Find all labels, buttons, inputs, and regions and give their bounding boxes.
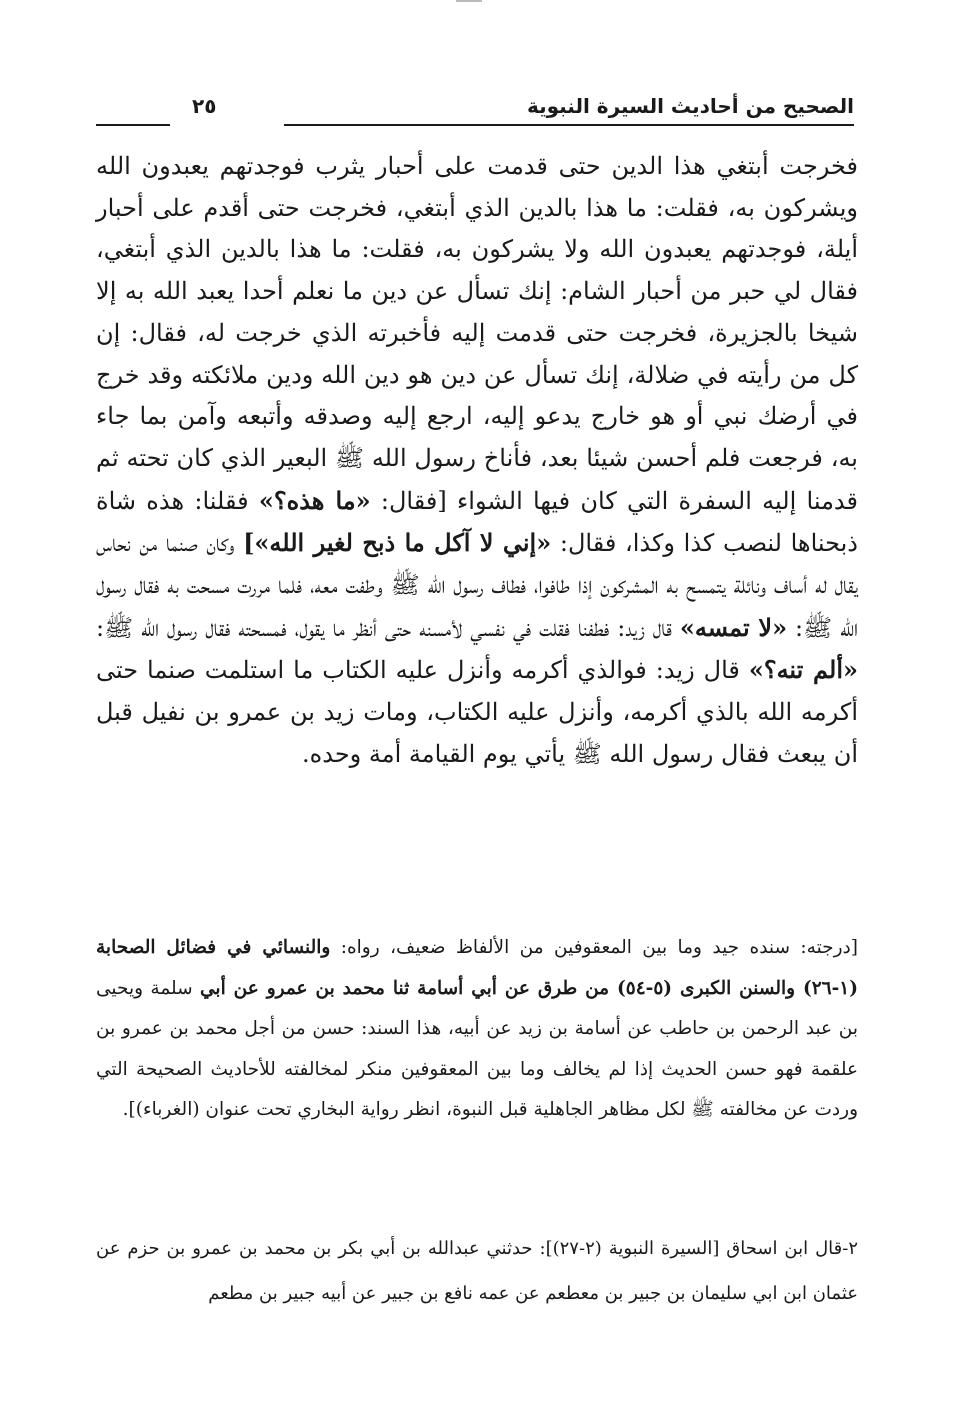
grading-text: سلمة ويحيى بن عبد الرحمن بن حاطب عن أسامة بن زيد عن أبيه، هذا السند: حسن من أجل محمد بن عمرو بن علقمة فهو حسن الحديث إذا لم يخالف وما بين المعقوفين منكر لمخالفته للأحاديث الصحيحة التي وردت عن مخالفته ﷺ لكل مظاهر الجاهلية قبل النبوة، انظر رواية البخاري تحت عنوان (الغرباء)]. — [96, 977, 858, 1121]
prophet-quote: «إني لا آكل ما ذبح لغير الله»] — [243, 528, 552, 558]
running-header — [96, 86, 854, 126]
book-title: الصحيح من أحاديث السيرة النبوية — [526, 94, 854, 118]
hadith-text-part: قال زيد: فوالذي أكرمه وأنزل عليه الكتاب ما استلمت صنما حتى أكرمه الله بالذي أكرمه، وأنزل عليه الكتاب، ومات زيد بن عمرو بن نفيل قبل أن يبعث فقال رسول الله ﷺ يأتي يوم القيامة أمة وحده. — [96, 656, 858, 768]
prophet-quote: «ألم تنه؟» — [748, 655, 858, 685]
header-rule-short — [96, 124, 170, 126]
second-narration: ٢-قال ابن اسحاق [السيرة النبوية (٢-٢٧)]: حدثني عبدالله بن أبي بكر بن محمد بن عمرو بن حزم عن عثمان ابن ابي سليمان بن جبير بن معطعم عن عمه نافع بن جبير عن أبيه جبير بن مطعم — [96, 1238, 858, 1304]
hadith-text — [96, 146, 858, 776]
hadith-text-part: فخرجت أبتغي هذا الدين حتى قدمت على أحبار يثرب فوجدتهم يعبدون الله ويشركون به، فقلت: ما هذا بالدين الذي أبتغي، فخرجت حتى أقدم على أحبار أيلة، فوجدتهم يعبدون الله ولا يشركون به، فقلت: ما هذا بالدين الذي أبتغي، فقال لي حبر من أحبار الشام: إنك تسأل عن دين ما نعلم أحدا يعبد الله به إلا شيخا بالجزيرة، فخرجت حتى قدمت إليه فأخبرته الذي خرجت له، فقال: إن كل من رأيته في ضلالة، إنك تسأل عن دين هو دين الله ودين ملائكته وقد خرج في أرضك نبي أو هو خارج يدعو إليه، ارجع إليه وصدقه وأتبعه وآمن بما جاء به، فرجعت فلم أحسن شيئا بعد، فأناخ رسول الله ﷺ البعير الذي كان تحته ثم قدمنا إليه السفرة التي كان فيها الشواء [فقال: — [96, 152, 859, 515]
header-rule — [284, 124, 854, 126]
scan-mark — [456, 0, 482, 2]
grading-text: [درجته: سنده جيد وما بين المعقوفين من الألفاظ ضعيف، رواه: — [330, 937, 858, 958]
prophet-quote: «ما هذه؟» — [258, 485, 371, 515]
hadith-text-part: قال زيد: فطفنا فقلت في نفسي لأمسنه حتى أنظر ما يقول، فمسحته فقال رسول الله ﷺ: — [96, 613, 680, 642]
prophet-quote: «لا تمسه» — [679, 612, 788, 642]
page-number: ٢٥ — [192, 94, 217, 118]
grading-sources: والنسائي في فضائل الصحابة (١-٢٦) والسنن الكبرى (٥-٥٤) من طرق عن أبي أسامة ثنا محمد بن عمرو عن أبي — [96, 937, 858, 999]
hadith-text-part: فقلنا: هذه شاة ذبحناها لنصب كذا وكذا، فقال: — [96, 486, 858, 558]
grading-note — [96, 928, 858, 1131]
hadith-text-part: وكان صنما من نحاس يقال له أساف ونائلة يتمسح به المشركون إذا طافوا، فطاف رسول الله ﷺ وطفت معه، فلما مررت مسحت به فقال رسول الله ﷺ: — [96, 529, 859, 642]
